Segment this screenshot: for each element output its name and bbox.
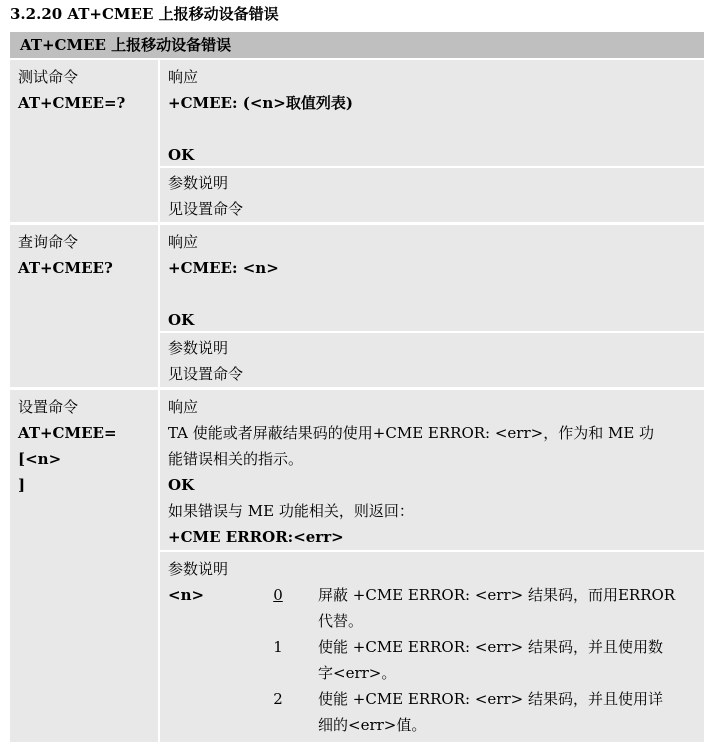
set-param-label: 参数说明 — [168, 560, 229, 578]
set-error-result: +CME ERROR:<err> — [168, 528, 344, 546]
test-command-label: 测试命令 — [18, 68, 79, 86]
query-command-label: 查询命令 — [18, 233, 79, 251]
set-command-label: 设置命令 — [18, 398, 79, 416]
set-response-cell — [160, 390, 704, 550]
test-response: +CMEE: (<n>取值列表) — [168, 94, 353, 112]
set-ok: OK — [168, 476, 195, 494]
param-desc-2-line1: 使能 +CME ERROR: <err> 结果码，并且使用详 — [318, 690, 663, 708]
test-response-cell — [160, 60, 704, 166]
param-value-2: 2 — [273, 690, 283, 708]
query-response: +CMEE: <n> — [168, 259, 279, 277]
set-command-syntax-line2: ] — [18, 476, 26, 494]
query-command-cell — [10, 225, 158, 387]
table-header: AT+CMEE 上报移动设备错误 — [10, 32, 704, 58]
param-desc-0-line1: 屏蔽 +CME ERROR: <err> 结果码，而用ERROR — [318, 586, 676, 604]
param-name: <n> — [168, 586, 205, 604]
test-param-label: 参数说明 — [168, 174, 229, 192]
query-param-text: 见设置命令 — [168, 365, 244, 383]
set-param-cell — [160, 552, 704, 742]
param-desc-2 — [318, 686, 698, 738]
test-ok: OK — [168, 146, 195, 164]
set-command-syntax-line1: AT+CMEE=[<n> — [18, 424, 117, 468]
set-command-cell — [10, 390, 158, 742]
set-response-desc-line1: TA 使能或者屏蔽结果码的使用+CME ERROR: <err>，作为和 ME 功 — [168, 424, 655, 442]
query-param-label: 参数说明 — [168, 339, 229, 357]
query-command-syntax: AT+CMEE? — [18, 259, 113, 277]
param-value-1: 1 — [273, 638, 283, 656]
param-desc-1 — [318, 634, 698, 686]
param-desc-1-line2: 字<err>。 — [318, 664, 397, 682]
section-title: 3.2.20 AT+CMEE 上报移动设备错误 — [10, 5, 279, 23]
param-desc-1-line1: 使能 +CME ERROR: <err> 结果码，并且使用数 — [318, 638, 663, 656]
query-ok: OK — [168, 311, 195, 329]
query-param-cell — [160, 333, 704, 387]
param-desc-0-line2: 代替。 — [318, 612, 364, 630]
param-desc-0 — [318, 582, 698, 634]
command-table — [10, 32, 704, 742]
param-desc-2-line2: 细的<err>值。 — [318, 716, 427, 734]
set-response-label: 响应 — [168, 398, 199, 416]
test-command-syntax: AT+CMEE=? — [18, 94, 126, 112]
param-value-0: 0 — [273, 586, 283, 604]
set-error-desc: 如果错误与 ME 功能相关，则返回： — [168, 502, 414, 520]
test-response-label: 响应 — [168, 68, 199, 86]
query-response-cell — [160, 225, 704, 331]
set-response-desc-line2: 能错误相关的指示。 — [168, 450, 304, 468]
query-response-label: 响应 — [168, 233, 199, 251]
test-param-text: 见设置命令 — [168, 200, 244, 218]
param-list — [168, 582, 696, 738]
test-param-cell — [160, 168, 704, 222]
test-command-cell — [10, 60, 158, 222]
